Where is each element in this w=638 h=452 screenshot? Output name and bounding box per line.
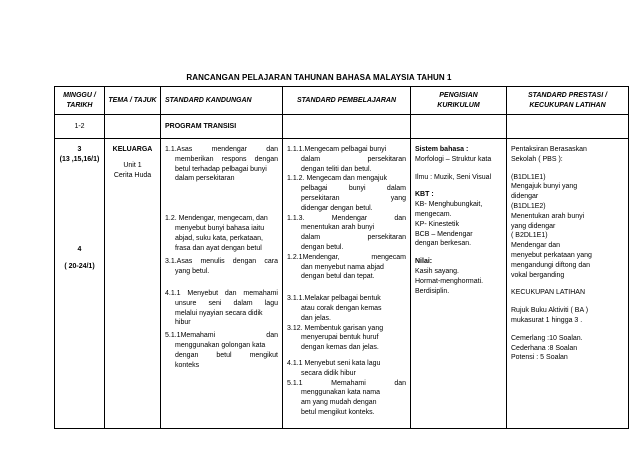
pk-line: BCB – Mendengar (415, 230, 473, 238)
header-prestasi-line2: KECUKUPAN LATIHAN (529, 101, 606, 109)
sk-line: dengan betul mengikut (175, 351, 278, 359)
sp-prestasi-line: didengar (511, 193, 539, 201)
sk-line: dalam persekitaran (175, 175, 235, 183)
sp-line: pelbagai bunyi dalam (301, 185, 406, 193)
sp-line: didengar dengan betul. (301, 204, 373, 212)
header-sk: STANDARD KANDUNGAN (161, 87, 283, 115)
sp-line: 5.1.1 Memahami dan (287, 379, 406, 387)
sp-prestasi-line: Menentukan arah bunyi (511, 212, 585, 220)
header-pengisian-line1: PENGISIAN (439, 91, 478, 99)
main-row (55, 139, 629, 429)
header-pengisian (411, 87, 507, 115)
sp-line: dan jelas. (301, 314, 331, 322)
sp-prestasi-line: (B1DL1E1) (511, 173, 546, 181)
lesson-plan-table (54, 86, 629, 429)
sp-prestasi-line: Cederhana :8 Soalan (511, 344, 578, 352)
sp-line: dengan betul dan tepat. (301, 273, 375, 281)
pk-line: mengecam. (415, 210, 452, 218)
sp-line: betul mengikut konteks. (301, 408, 375, 416)
sp-prestasi-line: yang didengar (511, 222, 556, 230)
pk-line: Berdisiplin. (415, 287, 450, 295)
tema-sub: Cerita Huda (113, 171, 152, 179)
sp-line: dalam persekitaran (301, 234, 406, 242)
standard-pembelajaran-cell (283, 139, 411, 429)
sk-line: 1.1.Asas mendengar dan (165, 146, 278, 153)
sp-line: 3.12. Membentuk garisan yang (287, 324, 384, 332)
header-prestasi (507, 87, 629, 115)
pk-line: Morfologi – Struktur kata (415, 155, 492, 163)
sk-line: betul terhadap pelbagai bunyi (175, 165, 267, 173)
header-sp: STANDARD PEMBELAJARAN (283, 87, 411, 115)
sk-line: menyebut bunyi bahasa iaitu (175, 224, 265, 232)
sp-line: menentukan arah bunyi (301, 224, 375, 232)
pengisian-kurikulum-cell (411, 139, 507, 429)
header-minggu-line2: TARIKH (66, 101, 93, 109)
sk-line: unsure seni dalam lagu (175, 299, 278, 307)
sp-prestasi-line: ( B2DL1E1) (511, 232, 548, 240)
minggu-a: 3 (77, 146, 82, 153)
pk-kbt: KBT : (415, 191, 434, 199)
header-row (55, 87, 629, 115)
sk-line: 1.2. Mendengar, mengecam, dan (165, 215, 268, 223)
kecukupan-latihan-label: KECUKUPAN LATIHAN (511, 289, 586, 297)
sp-prestasi-line: Mendengar dan (511, 242, 561, 250)
pk-sistem-bahasa: Sistem bahasa : (415, 146, 469, 153)
range-program: PROGRAM TRANSISI (161, 115, 283, 139)
sp-line: dan menyebut nama abjad (301, 263, 384, 271)
sk-line: hibur (175, 319, 191, 327)
sp-prestasi-line: Cemerlang :10 Soalan. (511, 334, 583, 342)
minggu-b: 4 (77, 245, 82, 253)
sk-line: 4.1.1 Menyebut dan memahami (165, 289, 278, 297)
header-minggu-line1: MINGGU / (63, 91, 96, 99)
sp-line: dalam persekitaran (301, 155, 406, 163)
sk-line: menggunakan golongan kata (175, 341, 266, 349)
program-transisi-row (55, 115, 629, 139)
range-prestasi (507, 115, 629, 139)
pk-line: Kasih sayang. (415, 267, 459, 275)
pk-line: dengan berkesan. (415, 240, 472, 248)
sp-line: am yang mudah dengan (301, 399, 377, 407)
sp-prestasi-line: Rujuk Buku Aktiviti ( BA ) (511, 307, 589, 315)
sp-prestasi-line: mengandungi diftong dan (511, 261, 591, 269)
sk-line: frasa dan ayat dengan betul (175, 244, 262, 252)
sk-line: yang betul. (175, 268, 210, 276)
tema-unit: Unit 1 (123, 161, 142, 169)
sp-line: menyerupai bentuk huruf (301, 334, 379, 342)
sp-line: menggunakan kata nama (301, 389, 380, 397)
minggu-a-date: (13 ,15,16/1) (59, 155, 100, 163)
sp-prestasi-line: Potensi : 5 Soalan (511, 354, 568, 362)
sp-line: 1.1.2. Mengecam dan mengajuk (287, 175, 388, 183)
range-sp (283, 115, 411, 139)
sp-line: persekitaran yang (301, 194, 406, 202)
sp-line: 1.2.1Mendengar, mengecam (287, 253, 406, 261)
sp-line: secara didik hibur (301, 369, 356, 377)
sp-prestasi-line: vokal berganding (511, 271, 565, 279)
pk-ilmu: Ilmu : Muzik, Seni Visual (415, 173, 492, 181)
sp-line: 1.1.3. Mendengar dan (287, 214, 406, 222)
standard-kandungan-cell (161, 139, 283, 429)
sk-line: abjad, suku kata, perkataan, (175, 234, 263, 242)
sp-line: 4.1.1 Menyebut seni kata lagu (287, 359, 381, 367)
range-pk (411, 115, 507, 139)
sp-line: dengan teliti dan betul. (301, 165, 372, 173)
sp-line: 3.1.1.Melakar pelbagai bentuk (287, 295, 381, 303)
sp-prestasi-line: (B1DL1E2) (511, 202, 546, 210)
sp-prestasi-line: Mengajuk bunyi yang (511, 183, 578, 191)
pk-nilai: Nilai: (415, 258, 433, 266)
sp-prestasi-line: Pentaksiran Berasaskan (511, 146, 587, 153)
sp-prestasi-line: menyebut perkataan yang (511, 251, 592, 259)
header-tema: TEMA / TAJUK (105, 87, 161, 115)
sk-line: memberikan respons dengan (175, 155, 278, 163)
range-minggu: 1-2 (55, 115, 105, 139)
header-minggu (55, 87, 105, 115)
page-title: RANCANGAN PELAJARAN TAHUNAN BAHASA MALAYSIA TAHUN 1 (186, 73, 452, 82)
standard-prestasi-cell (507, 139, 629, 429)
minggu-b-date: ( 20-24/1) (64, 263, 95, 271)
range-tema (105, 115, 161, 139)
sk-line: 5.1.1Memahami dan (165, 332, 278, 340)
tema-title: KELUARGA (112, 146, 153, 153)
sk-line: melalui nyayian secara didik (175, 309, 263, 317)
sk-line: 3.1.Asas menulis dengan cara (165, 258, 278, 266)
pk-line: Hormat-menghormati. (415, 277, 484, 285)
pk-line: KB- Menghubungkait, (415, 201, 483, 209)
sp-prestasi-line: mukasurat 1 hingga 3 . (511, 316, 583, 324)
sp-prestasi-line: Sekolah ( PBS ): (511, 155, 563, 163)
header-pengisian-line2: KURIKULUM (437, 101, 480, 109)
sp-line: dengan kemas dan jelas. (301, 344, 379, 352)
minggu-cell (55, 139, 105, 429)
sp-line: atau corak dengan kemas (301, 304, 382, 312)
sk-line: konteks (175, 361, 200, 369)
sp-line: 1.1.1.Mengecam pelbagai bunyi (287, 146, 387, 153)
pk-line: KP- Kinestetik (415, 220, 459, 228)
tema-cell (105, 139, 161, 429)
header-prestasi-line1: STANDARD PRESTASI / (527, 91, 608, 99)
sp-line: dengan betul. (301, 243, 344, 251)
